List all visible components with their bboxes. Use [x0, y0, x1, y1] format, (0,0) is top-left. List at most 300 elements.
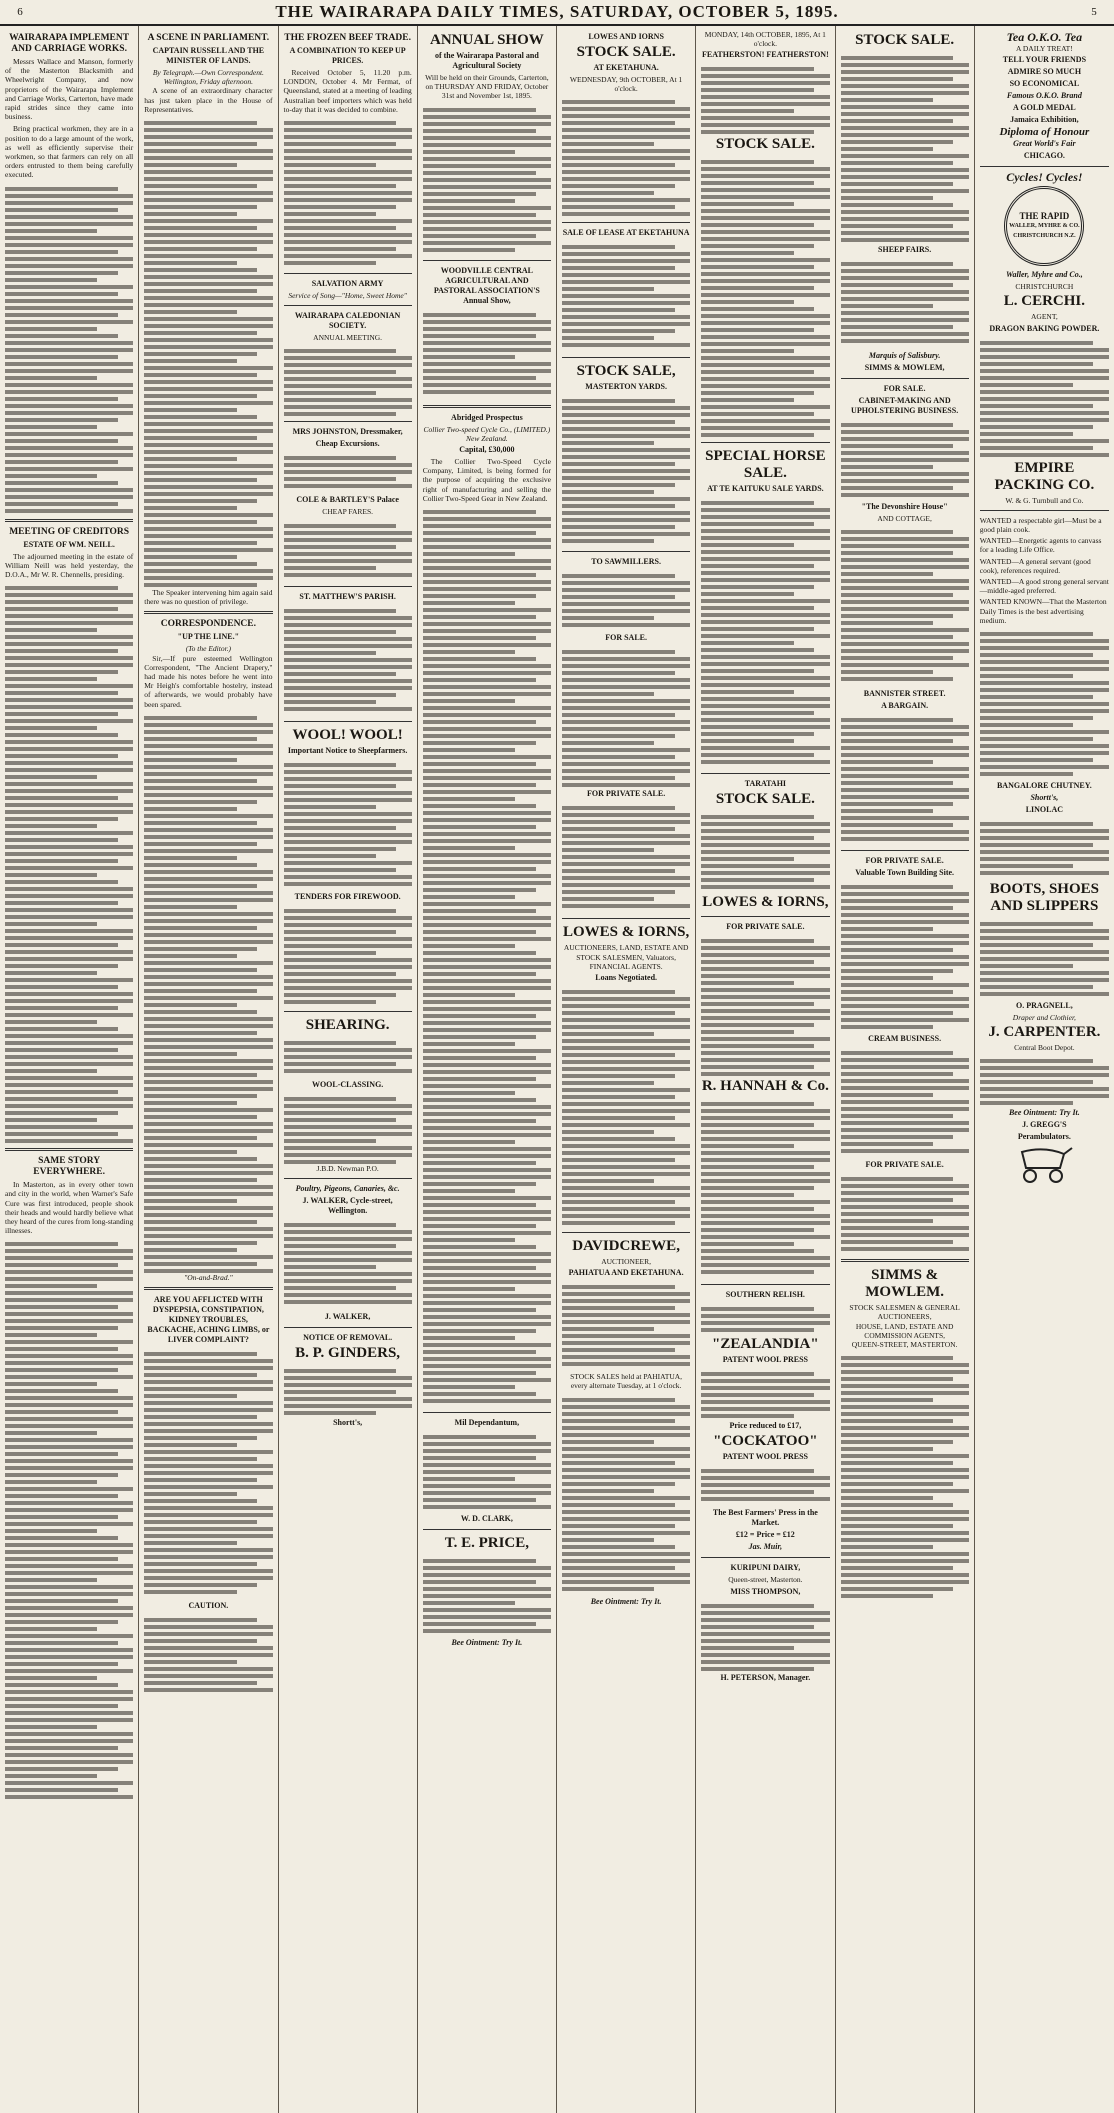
text-line — [423, 769, 551, 773]
text-line — [701, 1653, 829, 1657]
text-line — [701, 1314, 829, 1318]
text-line — [5, 936, 133, 940]
column-3 — [279, 26, 418, 2113]
text-line — [144, 1199, 236, 1203]
simms-mowlem-body — [841, 1353, 969, 1603]
text-line — [841, 1128, 969, 1132]
divider — [284, 721, 412, 722]
text-line — [144, 1394, 236, 1398]
text-line — [562, 1496, 690, 1500]
text-line — [701, 1072, 829, 1076]
text-line — [562, 657, 690, 661]
text-line — [701, 829, 829, 833]
text-line — [980, 453, 1109, 457]
text-line — [562, 114, 690, 118]
text-line — [562, 294, 690, 298]
text-line — [423, 629, 551, 633]
text-line — [284, 1300, 412, 1304]
parliament-para-2: The Speaker intervening him again said there was no question of privilege. — [144, 588, 273, 607]
text-line — [144, 1031, 257, 1035]
text-line — [980, 765, 1109, 769]
text-line — [423, 1182, 536, 1186]
text-line — [144, 268, 257, 272]
text-line — [5, 1676, 97, 1680]
text-line — [423, 1077, 536, 1081]
text-line — [423, 1266, 536, 1270]
boots-body — [980, 919, 1109, 999]
text-line — [5, 1760, 133, 1764]
text-line — [423, 832, 551, 836]
creditors-body-text — [5, 583, 133, 1143]
text-line — [701, 433, 814, 437]
text-line — [562, 890, 675, 894]
devonshire-house-heading: "The Devonshire House" — [861, 502, 948, 511]
text-line — [701, 1483, 829, 1487]
text-line — [423, 241, 551, 245]
text-line — [701, 585, 814, 589]
text-line — [5, 929, 133, 933]
sheep-fairs-heading: SHEEP FAIRS. — [878, 245, 932, 254]
text-line — [980, 864, 1073, 868]
text-line — [423, 720, 536, 724]
text-line — [841, 732, 969, 736]
text-line — [5, 1515, 118, 1519]
text-line — [701, 102, 829, 106]
text-line — [144, 387, 272, 391]
text-line — [423, 664, 551, 668]
text-line — [423, 678, 536, 682]
text-line — [701, 1009, 829, 1013]
text-line — [701, 1660, 829, 1664]
text-line — [5, 782, 133, 786]
text-line — [701, 1030, 793, 1034]
text-line — [701, 1476, 829, 1480]
text-line — [144, 1045, 272, 1049]
text-line — [841, 1191, 969, 1195]
text-line — [284, 812, 412, 816]
lease-sale-heading: SALE OF LEASE AT EKETAHUNA — [562, 228, 690, 238]
text-line — [5, 453, 133, 457]
text-line — [144, 226, 257, 230]
text-line — [562, 273, 690, 277]
text-line — [562, 1004, 690, 1008]
text-line — [144, 1464, 272, 1468]
text-line — [423, 129, 536, 133]
text-line — [701, 419, 829, 423]
text-line — [5, 285, 133, 289]
text-line — [5, 810, 133, 814]
so-economical: SO ECONOMICAL — [1009, 79, 1080, 89]
text-line — [562, 525, 675, 529]
text-line — [144, 212, 236, 216]
boots-shoes-heading: BOOTS, SHOES AND SLIPPERS — [989, 881, 1099, 915]
text-line — [562, 650, 675, 654]
text-line — [144, 1478, 257, 1482]
divider — [841, 378, 969, 379]
text-line — [841, 795, 969, 799]
text-line — [562, 413, 690, 417]
text-line — [701, 1037, 829, 1041]
text-line — [423, 545, 551, 549]
text-line — [5, 803, 133, 807]
text-line — [284, 384, 412, 388]
text-line — [701, 522, 814, 526]
text-line — [562, 1468, 690, 1472]
text-line — [284, 777, 412, 781]
text-line — [5, 474, 97, 478]
text-line — [284, 686, 412, 690]
text-line — [841, 955, 969, 959]
text-line — [284, 1411, 376, 1415]
text-line — [562, 1046, 690, 1050]
text-line — [284, 854, 376, 858]
text-line — [701, 405, 829, 409]
text-line — [562, 1193, 690, 1197]
text-line — [701, 620, 829, 624]
text-line — [423, 643, 551, 647]
text-line — [562, 671, 675, 675]
text-line — [144, 1366, 272, 1370]
text-line — [841, 1524, 954, 1528]
text-line — [144, 716, 257, 720]
text-line — [284, 1383, 412, 1387]
text-line — [5, 845, 133, 849]
text-line — [5, 208, 118, 212]
text-line — [562, 287, 654, 291]
text-line — [562, 427, 690, 431]
text-line — [423, 916, 551, 920]
text-line — [284, 1048, 412, 1052]
text-line — [562, 1088, 690, 1092]
text-line — [701, 711, 814, 715]
text-line — [284, 177, 412, 181]
text-line — [284, 219, 412, 223]
text-line — [841, 1135, 954, 1139]
caledonian-body — [284, 346, 412, 416]
text-line — [423, 227, 551, 231]
text-line — [701, 725, 829, 729]
divider — [841, 850, 969, 851]
town-site-body — [841, 882, 969, 1032]
text-line — [284, 1055, 412, 1059]
text-line — [284, 1272, 412, 1276]
text-line — [5, 1382, 97, 1386]
text-line — [144, 905, 236, 909]
text-line — [423, 699, 515, 703]
text-line — [144, 1520, 257, 1524]
text-line — [284, 1223, 397, 1227]
text-line — [5, 663, 133, 667]
text-line — [841, 1552, 969, 1556]
text-line — [423, 636, 536, 640]
text-line — [701, 995, 829, 999]
text-line — [5, 509, 133, 513]
text-line — [423, 783, 536, 787]
cream-business-heading: CREAM BUSINESS. — [868, 1034, 942, 1044]
text-line — [144, 1429, 272, 1433]
text-line — [423, 369, 551, 373]
text-line — [5, 1403, 133, 1407]
text-line — [5, 362, 133, 366]
text-line — [841, 458, 969, 462]
text-line — [841, 1107, 969, 1111]
text-line — [841, 962, 969, 966]
text-line — [5, 1739, 133, 1743]
text-line — [5, 390, 133, 394]
salvation-army-heading: SALVATION ARMY — [311, 279, 384, 289]
text-line — [980, 843, 1094, 847]
text-line — [701, 885, 829, 889]
text-line — [423, 1210, 551, 1214]
text-line — [423, 531, 536, 535]
cockatoo-body — [701, 1466, 829, 1506]
text-line — [5, 222, 133, 226]
taratahi-heading: TARATAHI — [744, 779, 787, 789]
text-line — [980, 439, 1109, 443]
parliament-body-text — [144, 118, 272, 588]
text-line — [980, 404, 1094, 408]
text-line — [144, 562, 257, 566]
text-line — [841, 941, 969, 945]
text-line — [144, 331, 257, 335]
text-line — [284, 121, 397, 125]
text-line — [701, 613, 829, 617]
text-line — [144, 982, 272, 986]
parliament-subheading: CAPTAIN RUSSELL AND THE MINISTER OF LANDS. — [152, 46, 265, 65]
text-line — [562, 399, 675, 403]
cerchi-agent: AGENT, — [1031, 312, 1058, 322]
text-line — [980, 1087, 1109, 1091]
thompson-name: MISS THOMPSON, — [730, 1586, 801, 1596]
text-line — [841, 444, 954, 448]
text-line — [5, 852, 133, 856]
text-line — [5, 1599, 118, 1603]
text-line — [701, 946, 829, 950]
text-line — [701, 1611, 829, 1615]
text-line — [5, 698, 133, 702]
text-line — [423, 741, 536, 745]
divider — [423, 1412, 551, 1413]
text-line — [284, 679, 412, 683]
text-line — [423, 1357, 551, 1361]
text-line — [841, 1018, 969, 1022]
text-line — [701, 67, 814, 71]
letter-signature: "On-and-Brad." — [184, 1272, 233, 1282]
text-line — [5, 1571, 133, 1575]
text-line — [980, 716, 1094, 720]
text-line — [423, 1091, 515, 1095]
column-7 — [836, 26, 975, 2113]
text-line — [562, 769, 690, 773]
text-line — [701, 1051, 829, 1055]
text-line — [841, 1503, 954, 1507]
divider — [284, 1011, 412, 1012]
text-line — [562, 511, 690, 515]
text-line — [562, 820, 690, 824]
text-line — [562, 420, 675, 424]
wool-classing-body — [284, 1094, 412, 1164]
text-line — [144, 835, 272, 839]
text-line — [980, 744, 1109, 748]
text-line — [423, 1477, 515, 1481]
text-line — [980, 432, 1073, 436]
text-line — [562, 706, 690, 710]
text-line — [841, 628, 969, 632]
text-line — [562, 1348, 675, 1352]
text-line — [562, 212, 690, 216]
text-line — [841, 892, 969, 896]
text-line — [423, 185, 551, 189]
text-line — [562, 252, 690, 256]
text-line — [980, 709, 1109, 713]
tell-your-friends: TELL YOUR FRIENDS — [1002, 55, 1087, 65]
text-line — [5, 887, 133, 891]
text-line — [284, 566, 376, 570]
text-line — [701, 543, 793, 547]
text-line — [701, 953, 829, 957]
text-line — [5, 859, 118, 863]
text-line — [562, 490, 654, 494]
text-line — [423, 164, 551, 168]
text-line — [841, 112, 969, 116]
text-line — [144, 1415, 257, 1419]
text-line — [423, 615, 536, 619]
text-line — [980, 758, 1094, 762]
text-line — [144, 366, 272, 370]
text-line — [701, 244, 814, 248]
text-line — [701, 815, 814, 819]
text-line — [144, 1052, 236, 1056]
text-line — [841, 119, 954, 123]
text-line — [841, 1433, 969, 1437]
text-line — [5, 369, 133, 373]
text-line — [5, 1655, 133, 1659]
text-line — [144, 527, 272, 531]
dragon-body — [980, 338, 1109, 458]
text-line — [841, 677, 954, 681]
bargain-heading: A BARGAIN. — [881, 701, 929, 711]
text-line — [5, 1529, 97, 1533]
text-line — [144, 877, 272, 881]
bangalore-chutney: BANGALORE CHUTNEY. — [996, 781, 1092, 791]
marquis-heading: Marquis of Salisbury. — [868, 351, 941, 360]
stock-sale-body — [562, 97, 690, 217]
palace-advert: COLE & BARTLEY'S Palace — [296, 495, 399, 505]
text-line — [284, 1258, 412, 1262]
text-line — [144, 478, 257, 482]
loans-negotiated: Loans Negotiated. — [595, 973, 658, 983]
text-line — [144, 1227, 272, 1231]
text-line — [562, 602, 690, 606]
text-line — [423, 909, 536, 913]
text-line — [284, 944, 412, 948]
caledonian-subheading: ANNUAL MEETING. — [313, 333, 383, 343]
text-line — [5, 1083, 133, 1087]
text-line — [562, 748, 690, 752]
text-line — [423, 818, 551, 822]
text-line — [841, 642, 969, 646]
text-line — [423, 1175, 551, 1179]
text-line — [701, 529, 829, 533]
text-line — [701, 279, 829, 283]
text-line — [144, 499, 257, 503]
text-line — [980, 943, 1094, 947]
text-line — [284, 477, 397, 481]
text-line — [841, 311, 969, 315]
divider — [701, 773, 829, 774]
text-line — [841, 486, 954, 490]
text-line — [562, 1306, 675, 1310]
text-line — [841, 1212, 969, 1216]
text-line — [841, 593, 954, 597]
bee-ointment-advert: Bee Ointment: Try It. — [1008, 1108, 1080, 1118]
text-line — [701, 1179, 829, 1183]
text-line — [562, 1545, 675, 1549]
text-line — [562, 469, 690, 473]
text-line — [5, 747, 133, 751]
text-line — [423, 1580, 536, 1584]
text-line — [562, 497, 690, 501]
caution-heading: CAUTION. — [188, 1601, 229, 1611]
text-line — [284, 456, 397, 460]
text-line — [423, 937, 551, 941]
columns — [0, 26, 1114, 2113]
text-line — [5, 1501, 133, 1505]
text-line — [701, 300, 793, 304]
waller-myhre-city: CHRISTCHURCH — [1015, 282, 1074, 292]
text-line — [144, 289, 257, 293]
text-line — [144, 401, 272, 405]
text-line — [423, 888, 536, 892]
text-line — [562, 1341, 690, 1345]
text-line — [980, 922, 1094, 926]
text-line — [284, 993, 397, 997]
text-line — [701, 1123, 814, 1127]
text-line — [5, 796, 118, 800]
text-line — [144, 1499, 257, 1503]
text-line — [144, 772, 272, 776]
text-line — [144, 1534, 272, 1538]
text-line — [284, 135, 412, 139]
text-line — [144, 1010, 257, 1014]
text-line — [5, 621, 133, 625]
removal-notice-heading: NOTICE OF REMOVAL. — [303, 1332, 393, 1342]
text-line — [980, 362, 1094, 366]
text-line — [841, 465, 933, 469]
divider — [701, 916, 829, 917]
palace-body — [284, 521, 412, 581]
text-line — [562, 322, 690, 326]
text-line — [5, 313, 118, 317]
prospectus-para: The Collier Two-Speed Cycle Company, Limited, is being formed for the purpose of acquiring the exclusive right of manufacturing and selling the Collier Two-Speed Gear in New Zealand. — [422, 457, 551, 503]
text-line — [562, 1552, 690, 1556]
text-line — [562, 623, 690, 627]
capital-amount: Capital, £30,000 — [459, 445, 515, 455]
text-line — [423, 213, 536, 217]
johnston-advert: MRS JOHNSTON, Dressmaker, — [292, 427, 403, 437]
text-line — [562, 1320, 690, 1324]
muir-signature: Jas. Muir, — [748, 1542, 783, 1552]
text-line — [423, 972, 536, 976]
text-line — [841, 1405, 969, 1409]
divider — [284, 305, 412, 306]
text-line — [562, 329, 675, 333]
text-line — [423, 1343, 551, 1347]
te-kaituku-subheading: AT TE KAITUKU SALE YARDS. — [707, 484, 824, 494]
text-line — [701, 592, 793, 596]
text-line — [5, 1312, 133, 1316]
text-line — [980, 850, 1109, 854]
